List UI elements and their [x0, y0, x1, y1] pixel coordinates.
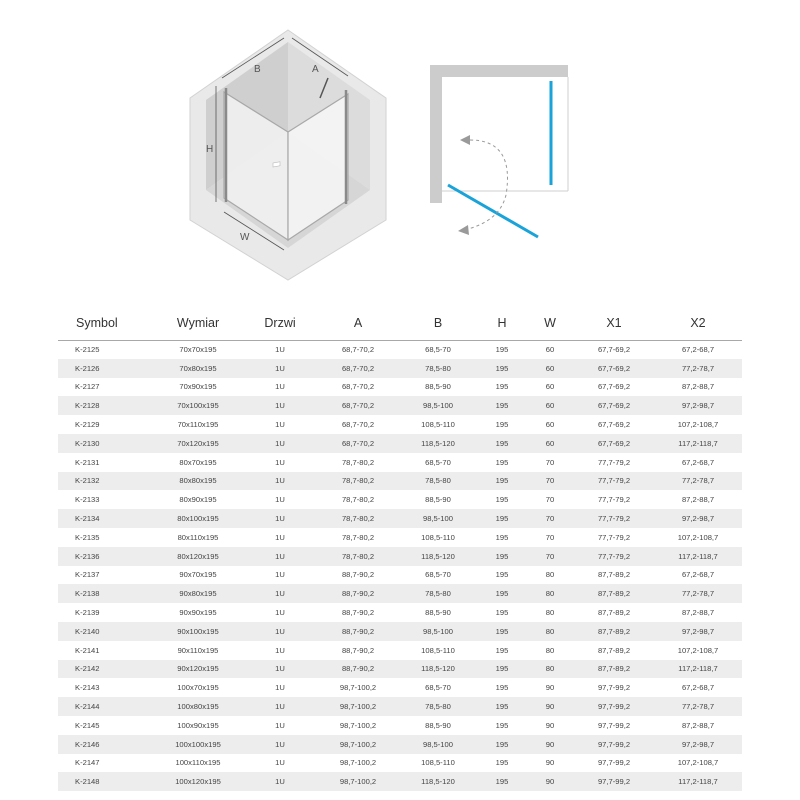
dim-a-label: A — [312, 64, 319, 75]
cell-w: 60 — [545, 382, 555, 392]
cell-symbol: K-2147 — [75, 758, 100, 768]
cell-wymiar: 90x90x195 — [179, 608, 217, 618]
table-row — [58, 528, 742, 547]
table-row — [58, 772, 742, 791]
cell-b: 98,5-100 — [423, 739, 453, 749]
cell-b: 118,5-120 — [421, 664, 455, 674]
cell-b: 68,5-70 — [425, 683, 451, 693]
cell-w: 70 — [545, 532, 555, 542]
cell-drzwi: 1U — [275, 777, 285, 787]
cell-symbol: K-2141 — [75, 645, 100, 655]
plan-wall-left — [430, 65, 442, 203]
cell-w: 80 — [545, 626, 555, 636]
cell-x1: 67,7-69,2 — [597, 401, 631, 411]
cell-a: 98,7-100,2 — [339, 702, 377, 712]
cell-a: 88,7-90,2 — [341, 570, 375, 580]
plan-arrow-top-icon — [460, 135, 470, 145]
cell-drzwi: 1U — [275, 758, 285, 768]
cell-a: 98,7-100,2 — [339, 683, 377, 693]
cell-w: 90 — [545, 758, 555, 768]
table-row — [58, 359, 742, 378]
table-row — [58, 622, 742, 641]
cell-x1: 97,7-99,2 — [597, 758, 631, 768]
table-row — [58, 735, 742, 754]
table-row — [58, 697, 742, 716]
table-row — [58, 378, 742, 397]
cell-symbol: K-2125 — [75, 345, 100, 355]
cell-h: 195 — [495, 438, 509, 448]
table-row — [58, 603, 742, 622]
cell-w: 90 — [545, 702, 555, 712]
cell-w: 90 — [545, 777, 555, 787]
cell-b: 118,5-120 — [421, 777, 455, 787]
cell-a: 78,7-80,2 — [341, 551, 375, 561]
cell-wymiar: 80x70x195 — [179, 457, 217, 467]
cell-wymiar: 70x80x195 — [179, 363, 217, 373]
cell-b: 78,5-80 — [425, 589, 451, 599]
cell-w: 70 — [545, 514, 555, 524]
cell-w: 60 — [545, 401, 555, 411]
cell-h: 195 — [495, 683, 509, 693]
cell-symbol: K-2127 — [75, 382, 100, 392]
cell-wymiar: 70x100x195 — [177, 401, 219, 411]
cell-x2: 67,2-68,7 — [681, 683, 715, 693]
cell-symbol: K-2137 — [75, 570, 100, 580]
dim-b-label: B — [254, 64, 261, 75]
cell-symbol: K-2129 — [75, 420, 100, 430]
cell-w: 70 — [545, 495, 555, 505]
cell-wymiar: 100x100x195 — [175, 739, 221, 749]
cell-h: 195 — [495, 363, 509, 373]
cell-w: 70 — [545, 457, 555, 467]
cell-symbol: K-2133 — [75, 495, 100, 505]
cell-w: 90 — [545, 720, 555, 730]
cell-a: 78,7-80,2 — [341, 476, 375, 486]
cell-wymiar: 100x90x195 — [177, 720, 219, 730]
cell-h: 195 — [495, 532, 509, 542]
cell-w: 70 — [545, 476, 555, 486]
header-a: A — [353, 315, 363, 330]
cell-h: 195 — [495, 570, 509, 580]
table-row — [58, 566, 742, 585]
cell-wymiar: 80x90x195 — [179, 495, 217, 505]
cell-drzwi: 1U — [275, 683, 285, 693]
cell-x2: 77,2-78,7 — [681, 476, 715, 486]
cell-h: 195 — [495, 476, 509, 486]
cell-x2: 107,2-108,7 — [677, 420, 719, 430]
cell-symbol: K-2134 — [75, 514, 100, 524]
cell-h: 195 — [495, 777, 509, 787]
cell-symbol: K-2148 — [75, 777, 100, 787]
cell-w: 80 — [545, 664, 555, 674]
cell-x2: 107,2-108,7 — [677, 645, 719, 655]
cell-h: 195 — [495, 608, 509, 618]
cell-b: 98,5-100 — [423, 626, 453, 636]
cell-wymiar: 90x110x195 — [177, 645, 219, 655]
cell-wymiar: 90x80x195 — [179, 589, 217, 599]
cell-wymiar: 90x70x195 — [179, 570, 217, 580]
cell-drzwi: 1U — [275, 589, 285, 599]
cell-w: 80 — [545, 645, 555, 655]
table-row — [58, 434, 742, 453]
table-body — [58, 340, 742, 791]
table-row — [58, 547, 742, 566]
cell-wymiar: 100x70x195 — [177, 683, 219, 693]
cell-h: 195 — [495, 739, 509, 749]
cell-drzwi: 1U — [275, 645, 285, 655]
cell-h: 195 — [495, 702, 509, 712]
cell-x2: 77,2-78,7 — [681, 702, 715, 712]
cell-h: 195 — [495, 345, 509, 355]
cell-x2: 87,2-88,7 — [681, 495, 715, 505]
table-row — [58, 660, 742, 679]
cell-a: 98,7-100,2 — [339, 777, 377, 787]
table-row — [58, 490, 742, 509]
cell-wymiar: 70x90x195 — [179, 382, 217, 392]
cell-x1: 77,7-79,2 — [597, 457, 631, 467]
cell-x1: 87,7-89,2 — [597, 589, 631, 599]
cell-x1: 87,7-89,2 — [597, 570, 631, 580]
cell-b: 78,5-80 — [425, 702, 451, 712]
cell-a: 78,7-80,2 — [341, 495, 375, 505]
cell-h: 195 — [495, 551, 509, 561]
cell-h: 195 — [495, 758, 509, 768]
header-h: H — [497, 315, 507, 330]
cell-a: 88,7-90,2 — [341, 608, 375, 618]
cell-a: 98,7-100,2 — [339, 758, 377, 768]
table-row — [58, 415, 742, 434]
cell-a: 78,7-80,2 — [341, 532, 375, 542]
cell-h: 195 — [495, 457, 509, 467]
table-row — [58, 584, 742, 603]
cell-h: 195 — [495, 401, 509, 411]
cell-wymiar: 70x120x195 — [177, 438, 219, 448]
cell-x1: 87,7-89,2 — [597, 608, 631, 618]
cell-drzwi: 1U — [275, 345, 285, 355]
plan-wall-top — [430, 65, 568, 77]
cell-x2: 97,2-98,7 — [681, 514, 715, 524]
cell-h: 195 — [495, 589, 509, 599]
cell-wymiar: 80x100x195 — [177, 514, 219, 524]
cell-b: 88,5-90 — [425, 495, 451, 505]
cell-symbol: K-2144 — [75, 702, 100, 712]
cell-b: 68,5-70 — [425, 345, 451, 355]
cell-x2: 117,2-118,7 — [678, 664, 718, 674]
cell-a: 88,7-90,2 — [341, 664, 375, 674]
cell-b: 78,5-80 — [425, 476, 451, 486]
cell-w: 80 — [545, 589, 555, 599]
cell-b: 88,5-90 — [425, 382, 451, 392]
cell-h: 195 — [495, 420, 509, 430]
cell-a: 68,7-70,2 — [341, 401, 375, 411]
cell-symbol: K-2128 — [75, 401, 100, 411]
table-row — [58, 472, 742, 491]
header-wymiar: Wymiar — [176, 315, 220, 330]
cell-x2: 97,2-98,7 — [681, 626, 715, 636]
header-x2: X2 — [690, 315, 706, 330]
table-row — [58, 678, 742, 697]
header-w: W — [544, 315, 556, 330]
cell-h: 195 — [495, 626, 509, 636]
cell-w: 60 — [545, 420, 555, 430]
cell-a: 68,7-70,2 — [341, 438, 375, 448]
cell-h: 195 — [495, 664, 509, 674]
cell-symbol: K-2131 — [75, 457, 100, 467]
cell-symbol: K-2136 — [75, 551, 100, 561]
cell-wymiar: 80x80x195 — [179, 476, 217, 486]
cell-symbol: K-2126 — [75, 363, 100, 373]
plan-arrow-bottom-icon — [458, 225, 469, 235]
cell-h: 195 — [495, 720, 509, 730]
cell-b: 108,5-110 — [421, 532, 455, 542]
cell-a: 88,7-90,2 — [341, 645, 375, 655]
cell-symbol: K-2146 — [75, 739, 100, 749]
cell-x2: 67,2-68,7 — [681, 570, 715, 580]
cell-drzwi: 1U — [275, 363, 285, 373]
cell-wymiar: 70x110x195 — [177, 420, 219, 430]
cell-w: 60 — [545, 363, 555, 373]
cell-x2: 117,2-118,7 — [678, 777, 718, 787]
cell-b: 68,5-70 — [425, 570, 451, 580]
table-row — [58, 453, 742, 472]
cell-a: 88,7-90,2 — [341, 589, 375, 599]
cell-w: 60 — [545, 438, 555, 448]
table-row — [58, 641, 742, 660]
cell-drzwi: 1U — [275, 739, 285, 749]
cell-symbol: K-2132 — [75, 476, 100, 486]
cell-x1: 97,7-99,2 — [597, 777, 631, 787]
cell-x1: 67,7-69,2 — [597, 420, 631, 430]
cell-x1: 87,7-89,2 — [597, 664, 631, 674]
cell-drzwi: 1U — [275, 664, 285, 674]
cell-wymiar: 80x110x195 — [177, 532, 219, 542]
table-row — [58, 754, 742, 773]
isometric-shower-diagram — [188, 28, 388, 288]
table-row — [58, 509, 742, 528]
cell-wymiar: 100x80x195 — [177, 702, 219, 712]
cell-symbol: K-2130 — [75, 438, 100, 448]
cell-a: 78,7-80,2 — [341, 457, 375, 467]
cell-drzwi: 1U — [275, 702, 285, 712]
cell-drzwi: 1U — [275, 457, 285, 467]
dim-h-label: H — [206, 144, 214, 155]
cell-a: 68,7-70,2 — [341, 363, 375, 373]
cell-x2: 87,2-88,7 — [681, 720, 715, 730]
cell-a: 68,7-70,2 — [341, 345, 375, 355]
cell-wymiar: 70x70x195 — [179, 345, 217, 355]
cell-x1: 97,7-99,2 — [597, 702, 631, 712]
dim-w-label: W — [240, 232, 250, 243]
cell-drzwi: 1U — [275, 420, 285, 430]
cell-b: 68,5-70 — [425, 457, 451, 467]
cell-symbol: K-2140 — [75, 626, 100, 636]
cell-x2: 107,2-108,7 — [677, 532, 719, 542]
cell-w: 60 — [545, 345, 555, 355]
cell-symbol: K-2142 — [75, 664, 100, 674]
cell-x2: 87,2-88,7 — [681, 608, 715, 618]
cell-x1: 77,7-79,2 — [597, 495, 631, 505]
cell-wymiar: 100x110x195 — [175, 758, 221, 768]
header-drzwi: Drzwi — [264, 315, 296, 330]
cell-symbol: K-2143 — [75, 683, 100, 693]
cell-x2: 117,2-118,7 — [678, 551, 718, 561]
cell-x2: 77,2-78,7 — [681, 589, 715, 599]
cell-drzwi: 1U — [275, 401, 285, 411]
cell-x1: 67,7-69,2 — [597, 438, 631, 448]
cell-x1: 97,7-99,2 — [597, 683, 631, 693]
cell-b: 118,5-120 — [421, 438, 455, 448]
cell-drzwi: 1U — [275, 570, 285, 580]
iso-drain — [273, 162, 280, 167]
cell-drzwi: 1U — [275, 382, 285, 392]
cell-h: 195 — [495, 382, 509, 392]
cell-b: 88,5-90 — [425, 720, 451, 730]
cell-b: 88,5-90 — [425, 608, 451, 618]
table-row — [58, 396, 742, 415]
cell-a: 98,7-100,2 — [339, 720, 377, 730]
cell-h: 195 — [495, 514, 509, 524]
cell-drzwi: 1U — [275, 720, 285, 730]
cell-b: 108,5-110 — [421, 420, 455, 430]
cell-w: 70 — [545, 551, 555, 561]
cell-drzwi: 1U — [275, 532, 285, 542]
cell-w: 80 — [545, 608, 555, 618]
table-row — [58, 716, 742, 735]
cell-b: 118,5-120 — [421, 551, 455, 561]
cell-drzwi: 1U — [275, 551, 285, 561]
cell-b: 98,5-100 — [423, 514, 453, 524]
cell-drzwi: 1U — [275, 626, 285, 636]
cell-wymiar: 90x100x195 — [177, 626, 219, 636]
table-header-row — [58, 312, 742, 340]
spec-table — [58, 312, 742, 791]
cell-drzwi: 1U — [275, 608, 285, 618]
cell-wymiar: 90x120x195 — [177, 664, 219, 674]
cell-h: 195 — [495, 645, 509, 655]
cell-drzwi: 1U — [275, 438, 285, 448]
cell-a: 68,7-70,2 — [341, 420, 375, 430]
header-x1: X1 — [606, 315, 622, 330]
cell-wymiar: 100x120x195 — [175, 777, 221, 787]
cell-x1: 97,7-99,2 — [597, 739, 631, 749]
cell-symbol: K-2138 — [75, 589, 100, 599]
cell-w: 90 — [545, 683, 555, 693]
cell-a: 98,7-100,2 — [339, 739, 377, 749]
cell-x2: 107,2-108,7 — [677, 758, 719, 768]
cell-b: 108,5-110 — [421, 645, 455, 655]
cell-x2: 97,2-98,7 — [681, 401, 715, 411]
cell-x1: 67,7-69,2 — [597, 382, 631, 392]
cell-b: 78,5-80 — [425, 363, 451, 373]
cell-x1: 87,7-89,2 — [597, 645, 631, 655]
cell-h: 195 — [495, 495, 509, 505]
cell-x1: 87,7-89,2 — [597, 626, 631, 636]
cell-x2: 77,2-78,7 — [681, 363, 715, 373]
cell-wymiar: 80x120x195 — [177, 551, 219, 561]
cell-w: 90 — [545, 739, 555, 749]
cell-x1: 77,7-79,2 — [597, 514, 631, 524]
header-symbol: Symbol — [76, 315, 118, 330]
cell-x1: 77,7-79,2 — [597, 532, 631, 542]
cell-drzwi: 1U — [275, 476, 285, 486]
cell-x1: 77,7-79,2 — [597, 551, 631, 561]
plan-view-diagram — [420, 55, 580, 245]
cell-x2: 117,2-118,7 — [678, 438, 718, 448]
cell-symbol: K-2139 — [75, 608, 100, 618]
cell-x1: 97,7-99,2 — [597, 720, 631, 730]
cell-x1: 67,7-69,2 — [597, 363, 631, 373]
header-b: B — [433, 315, 443, 330]
cell-symbol: K-2145 — [75, 720, 100, 730]
cell-x1: 67,7-69,2 — [597, 345, 631, 355]
cell-x2: 67,2-68,7 — [681, 457, 715, 467]
cell-symbol: K-2135 — [75, 532, 100, 542]
cell-b: 98,5-100 — [423, 401, 453, 411]
cell-x1: 77,7-79,2 — [597, 476, 631, 486]
table-row — [58, 340, 742, 359]
cell-drzwi: 1U — [275, 514, 285, 524]
cell-x2: 87,2-88,7 — [681, 382, 715, 392]
cell-a: 68,7-70,2 — [341, 382, 375, 392]
cell-x2: 67,2-68,7 — [681, 345, 715, 355]
cell-a: 78,7-80,2 — [341, 514, 375, 524]
cell-x2: 97,2-98,7 — [681, 739, 715, 749]
cell-drzwi: 1U — [275, 495, 285, 505]
cell-b: 108,5-110 — [421, 758, 455, 768]
cell-w: 80 — [545, 570, 555, 580]
cell-a: 88,7-90,2 — [341, 626, 375, 636]
